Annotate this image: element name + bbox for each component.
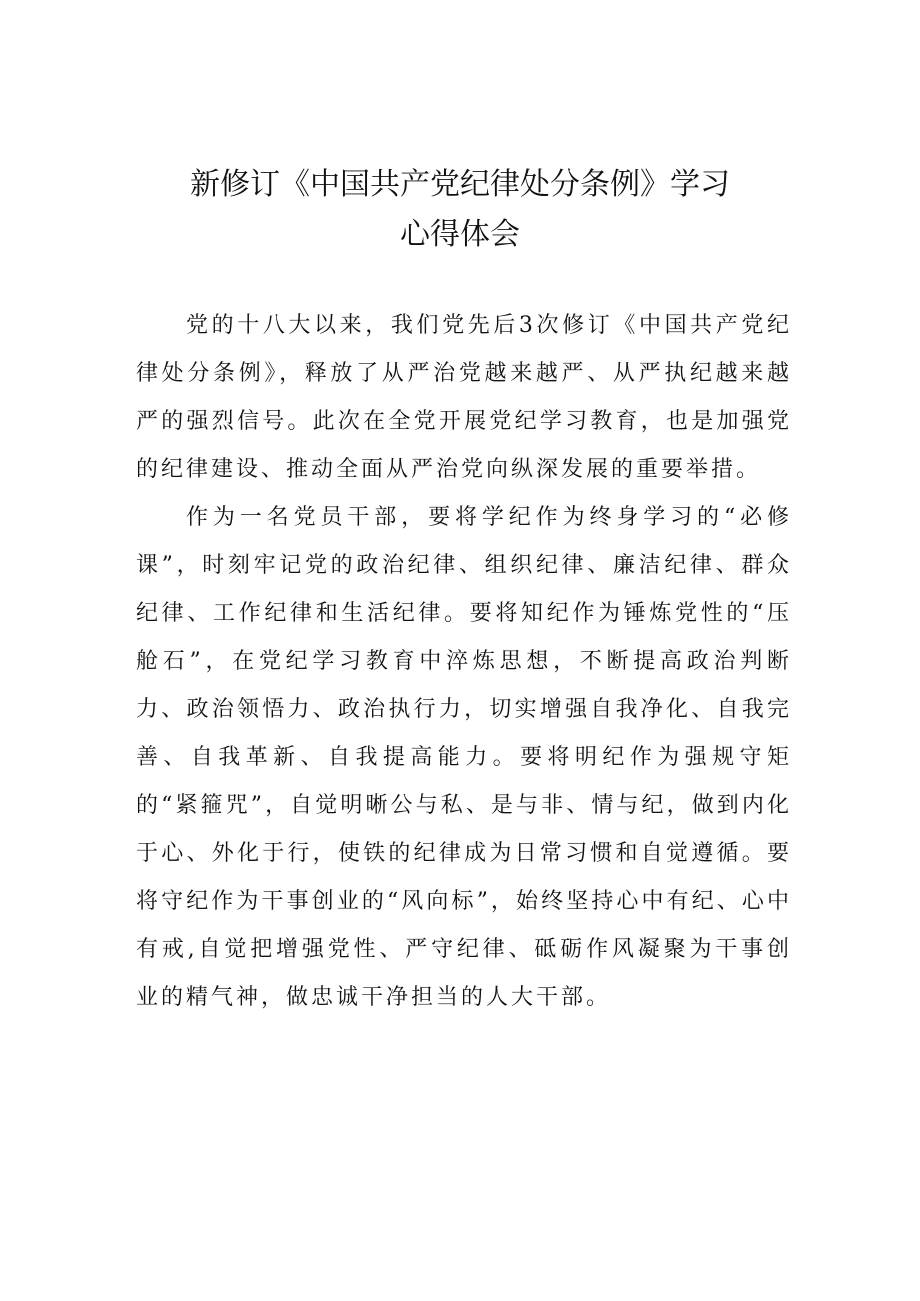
paragraph-2: 作为一名党员干部，要将学纪作为终身学习的“必修课”，时刻牢记党的政治纪律、组织纪律、廉洁纪律、群众纪律、工作纪律和生活纪律。要将知纪作为锤炼党性的“压舱石”，在党纪学习教育中淬炼思想，不断提高政治判断力、政治领悟力、政治执行力，切实增强自我净化、自我完善、自我革新、自我提高能力。要将明纪作为强规守矩的“紧箍咒”，自觉明晰公与私、是与非、情与纪，做到内化于心、外化于行，使铁的纪律成为日常习惯和自觉遵循。要将守纪作为干事创业的“风向标”，始终坚持心中有纪、心中有戒,自觉把增强党性、严守纪律、砥砺作风凝聚为干事创业的精气神，做忠诚干净担当的人大干部。 [136, 505, 792, 1010]
title-line-1: 新修订《中国共产党纪律处分条例》学习 [190, 167, 730, 202]
document-body [136, 302, 792, 1022]
paragraph-1: 党的十八大以来，我们党先后3次修订《中国共产党纪律处分条例》，释放了从严治党越来越严、从严执纪越来越严的强烈信号。此次在全党开展党纪学习教育，也是加强党的纪律建设、推动全面从严治党向纵深发展的重要举措。 [136, 313, 792, 482]
document-title [0, 160, 920, 260]
title-line-2: 心得体会 [400, 217, 520, 252]
